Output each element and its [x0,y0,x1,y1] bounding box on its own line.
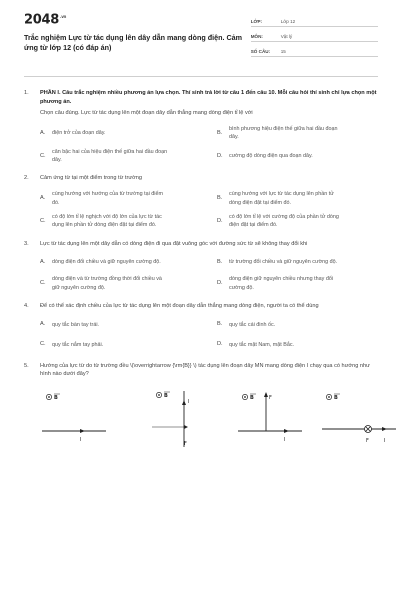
document-header [24,10,378,66]
meta-row-subject [251,27,378,42]
question-body [40,174,378,229]
option-letter: A. [40,195,46,202]
question-body [40,89,378,164]
option-a[interactable] [40,125,201,142]
option-letter: D. [217,341,223,348]
option-letter: D. [217,280,223,287]
current-label: I [284,437,286,443]
question-text: Hướng của lực từ do từ trường đều \(\overrightarrow {\rm{B}} \) tác dụng lên đoạn dây MN mang dòng điện I chạy qua có hướng như hình nào dưới đây? [40,362,370,378]
question-number: 3. [24,240,29,247]
meta-value: Lớp 12 [280,18,296,24]
current-label: I [384,438,386,444]
b-label: B [54,395,58,401]
b-label: B [164,393,168,399]
question-body [40,362,378,379]
option-text: căn bậc hai của hiệu điện thế giữa hai đầu đoạn dây. [52,148,168,164]
option-c[interactable] [40,148,201,165]
option-letter: B. [217,321,223,328]
option-text: điện trở của đoạn dây. [52,130,106,137]
option-a[interactable] [40,255,201,269]
current-arrow [80,429,85,433]
option-d[interactable] [217,338,378,352]
option-letter: C. [40,341,46,348]
figure-b[interactable] [150,389,220,449]
meta-label: MÔN: [250,33,263,39]
question-text: Lực từ tác dụng lên một dây dẫn có dòng điện đi qua đặt vuông góc với đường sức từ sẽ không thay đổi khi [40,240,308,247]
option-d[interactable] [217,213,378,230]
logo-main-text: 2048 [24,12,59,28]
option-b[interactable] [217,125,378,142]
meta-panel [251,10,378,66]
option-letter: B. [217,195,223,202]
b-label: B [250,395,254,401]
b-field-dot [48,396,50,398]
question-2 [24,174,378,229]
option-d[interactable] [217,275,378,292]
question-text: Cảm ứng từ tại một điểm trong từ trường [40,175,142,182]
option-text: có độ lớn tỉ lệ với cường độ của phần tử dòng điện đặt tại điểm đó. [229,213,339,229]
option-text: quy tắc mặt Nam, mặt Bắc. [229,341,295,348]
part-heading: PHẦN I. Câu trắc nghiệm nhiều phương án lựa chọn. Thí sinh trả lời từ câu 1 đến câu 10. Mỗi câu hỏi thí sinh chỉ lựa chọn một phương án. [40,90,377,105]
question-number: 1. [24,90,29,96]
question-1 [24,89,378,164]
meta-row-class [251,12,378,27]
figure-c-diagram [236,389,306,449]
meta-label: LỚP: [250,18,263,24]
option-text: quy tắc bàn tay trái. [52,321,100,328]
meta-value: 15 [280,48,286,54]
option-text: dòng điện đổi chiều và giữ nguyên cường độ. [52,259,161,266]
option-b[interactable] [217,318,378,332]
figure-b-diagram [150,389,220,449]
b-field-dot [158,394,160,396]
question-text: Để có thể xác định chiều của lực từ tác dụng lên một đoạn dây dẫn thẳng mang dòng điện, người ta có thể dùng [40,303,319,310]
question-number: 2. [24,175,29,182]
force-label: F [366,438,369,444]
question-text: Chọn câu đúng. Lực từ tác dụng lên một đoạn dây dẫn thẳng mang dòng điện tỉ lệ với [40,110,253,117]
option-text: cùng hướng với hướng của từ trường tại điểm đó. [52,191,163,206]
logo-suffix: .vn [59,14,67,19]
header-left [24,10,251,66]
options-grid [40,318,378,352]
force-label: F [269,395,272,401]
option-d[interactable] [217,148,378,165]
option-letter: B. [217,258,223,265]
question-body [40,302,378,352]
option-text: dòng điện giữ nguyên chiều nhưng thay đổi cường độ. [229,276,334,291]
question-number: 5. [24,362,29,369]
option-letter: A. [40,258,46,265]
option-a[interactable] [40,318,201,332]
option-letter: D. [217,152,223,159]
force-arrow [264,392,268,397]
meta-value: Vật lý [280,33,293,39]
option-text: quy tắc cái đinh ốc. [229,321,276,328]
b-field-dot [328,396,330,398]
option-text: cường độ dòng điện qua đoạn dây. [229,152,313,159]
option-text: có độ lớn tỉ lệ nghịch với độ lớn của lực từ tác dụng lên phần tử dòng điện đặt tại điểm đó. [52,213,162,229]
question-5 [24,362,378,379]
option-text: quy tắc nắm tay phải. [52,341,104,348]
options-grid [40,255,378,292]
meta-label: SỐ CÂU: [250,48,271,54]
option-letter: C. [40,280,46,287]
current-arrow [284,429,289,433]
option-letter: C. [40,152,46,159]
option-a[interactable] [40,190,201,207]
question-4 [24,302,378,352]
question-list [24,77,386,449]
figure-d-diagram [320,389,400,449]
site-logo[interactable] [24,10,251,27]
option-letter: A. [40,130,46,137]
question-3 [24,240,378,292]
options-grid [40,190,378,230]
meta-row-count [251,42,378,57]
option-text: bình phương hiệu điện thế giữa hai đầu đoạn dây. [229,125,338,141]
figure-d[interactable] [320,389,400,449]
option-c[interactable] [40,275,201,292]
figure-a[interactable] [40,389,120,449]
option-c[interactable] [40,213,201,230]
document-title: Trắc nghiệm Lực từ tác dụng lên dây dẫn mang dòng điện. Cảm ứng từ lớp 12 (có đáp án) [24,33,243,52]
force-arrow [184,425,188,429]
question-body [40,240,378,292]
b-field-dot [244,396,246,398]
option-letter: D. [217,217,223,224]
option-b[interactable] [217,190,378,207]
options-grid [40,125,378,165]
b-label: B [334,395,338,401]
option-text: dòng điện và từ trường đồng thời đổi chiều và giữ nguyên cường độ. [52,276,162,291]
question-5-figures [24,389,386,449]
current-label: I [80,437,82,443]
option-c[interactable] [40,338,201,352]
option-b[interactable] [217,255,378,269]
figure-c[interactable] [236,389,306,449]
option-letter: A. [40,321,46,328]
option-letter: C. [40,217,46,224]
current-arrow [382,427,387,431]
force-label: F [184,441,187,447]
current-arrow [182,400,186,405]
figure-a-diagram [40,389,120,449]
question-number: 4. [24,303,29,310]
option-letter: B. [217,130,223,137]
current-label: I [188,399,190,405]
option-text: từ trường đổi chiều và giữ nguyên cường độ. [229,259,338,266]
option-text: cùng hướng với lực từ tác dụng lên phần tử dòng điện đặt tại điểm đó. [229,191,334,206]
